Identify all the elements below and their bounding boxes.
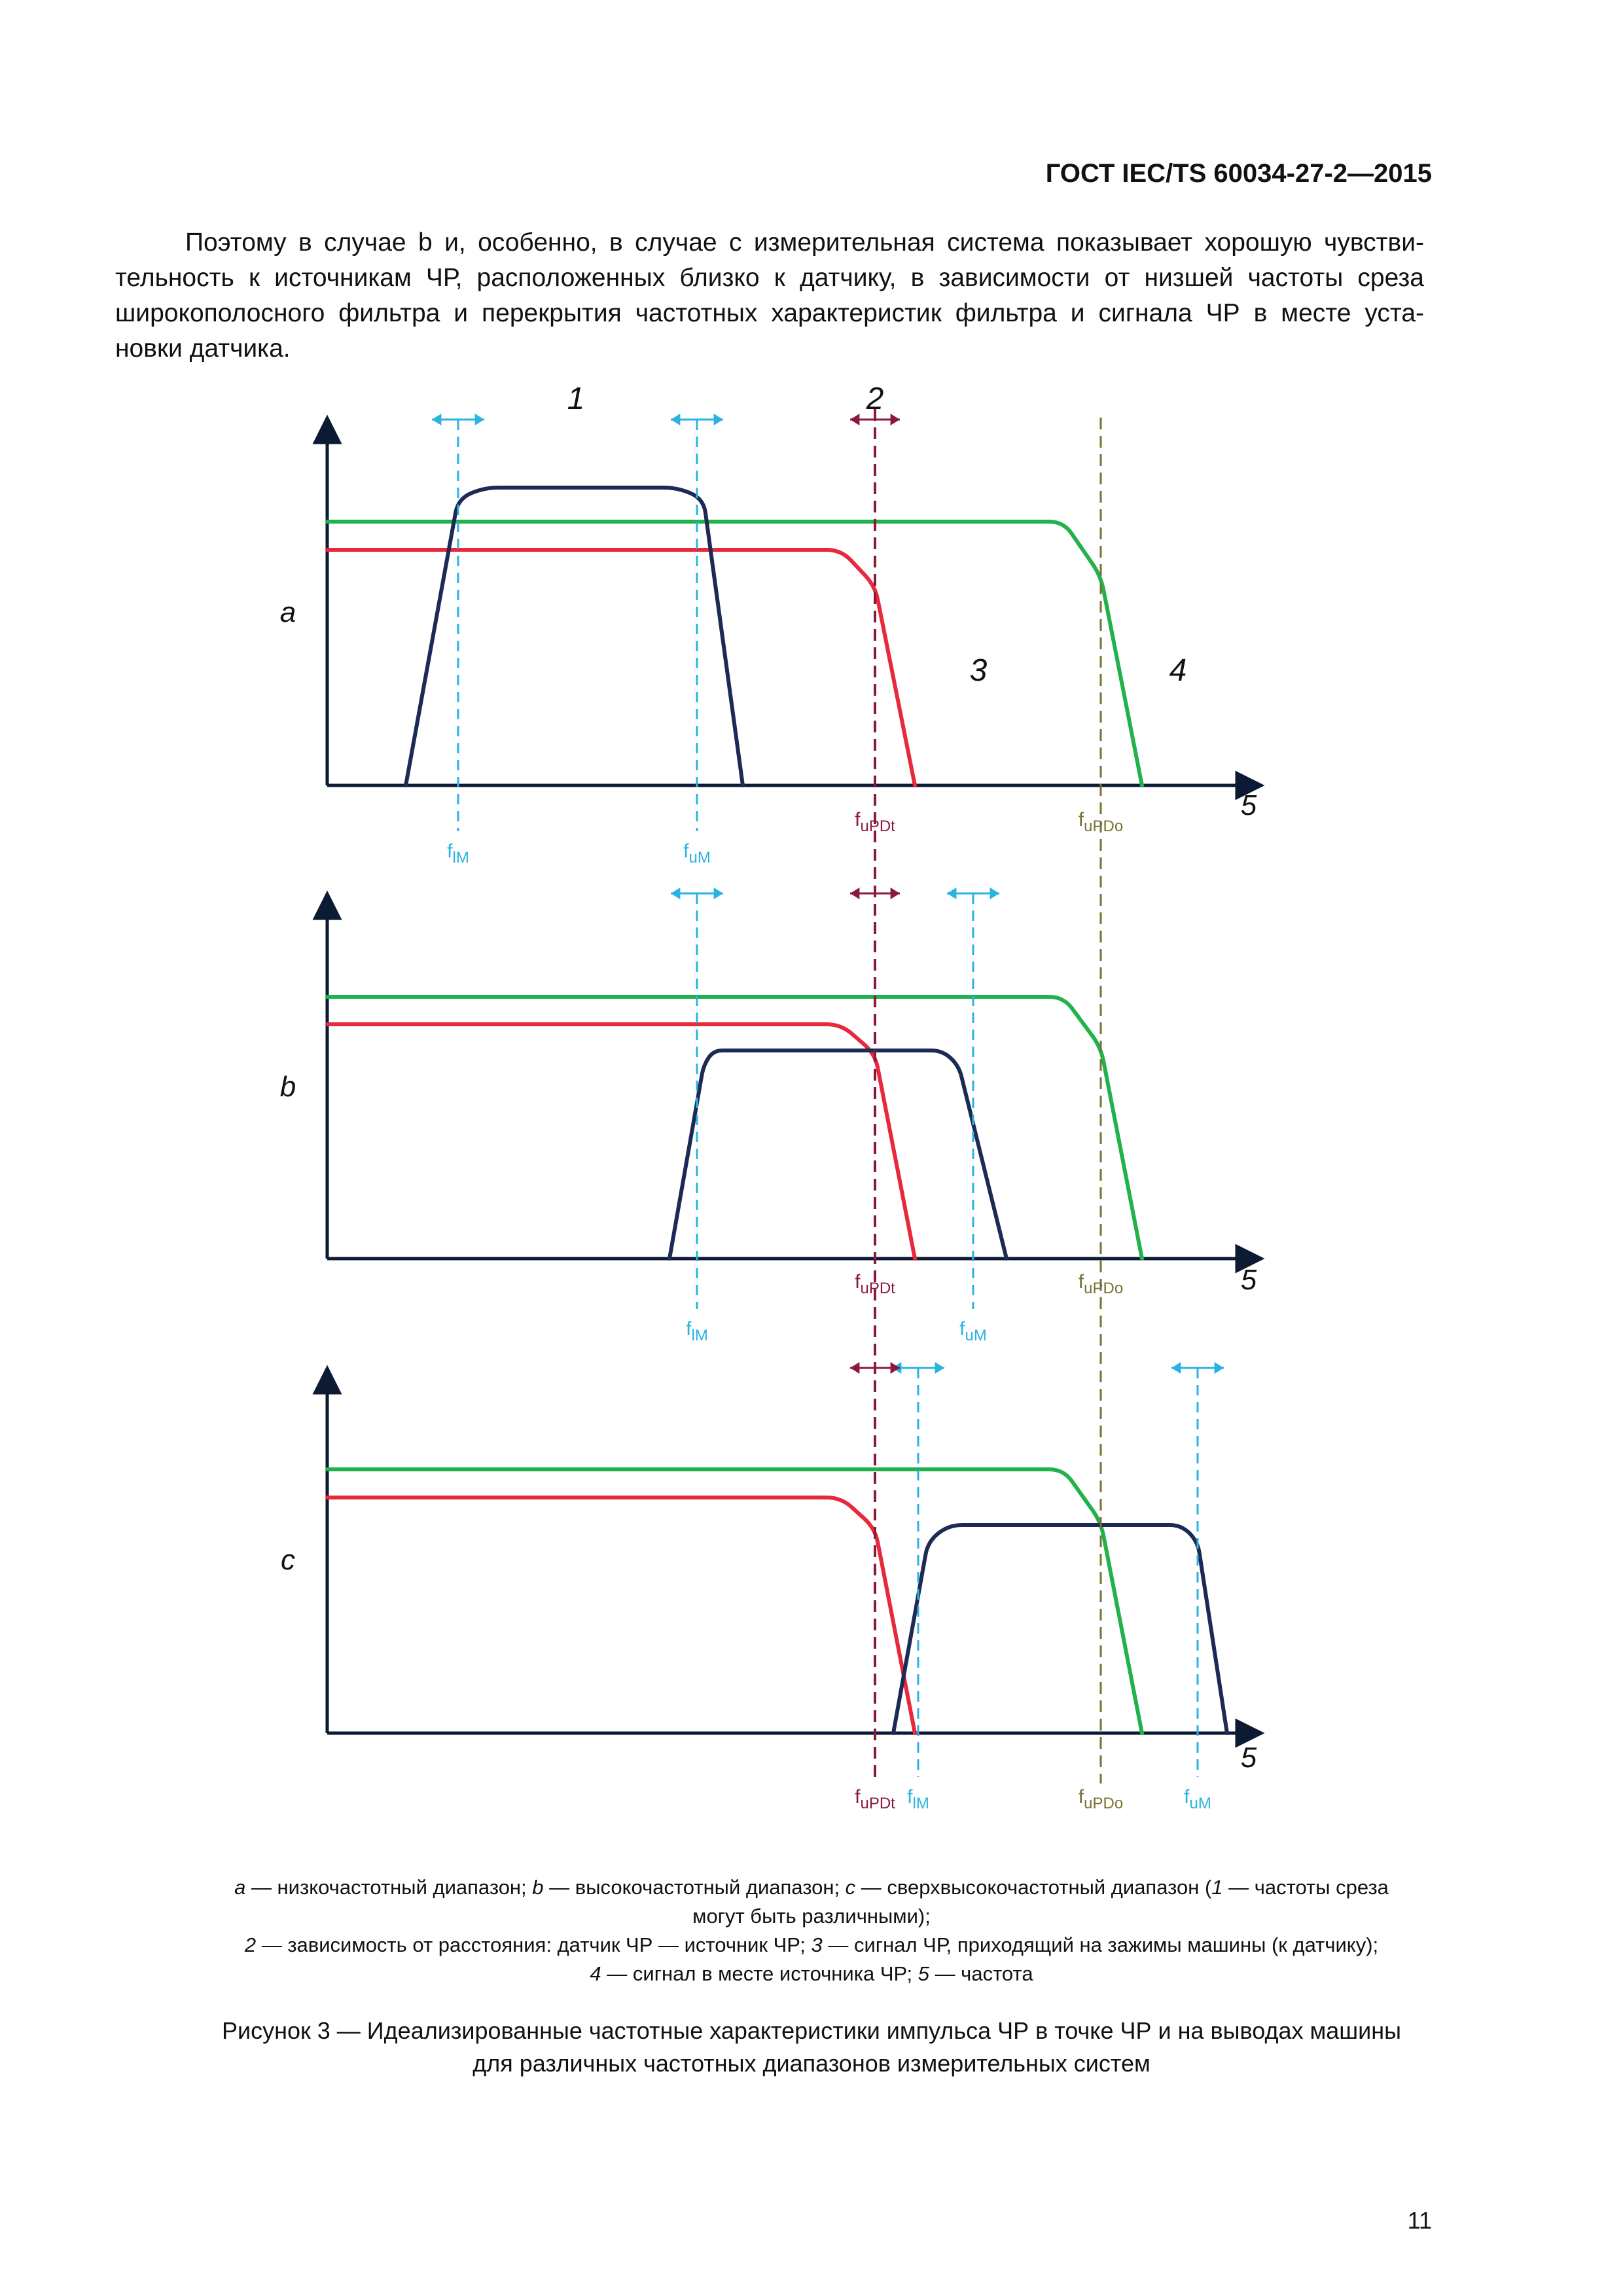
legend-b-label: b	[532, 1876, 544, 1899]
figure-caption	[118, 2015, 1505, 2080]
legend-1-label: 1	[1211, 1876, 1223, 1899]
panel-c-label: c	[281, 1544, 295, 1576]
panel-a-cutoff-uM_sub-arrow-left-head	[671, 414, 680, 425]
legend-1-text: — частоты среза	[1222, 1876, 1389, 1899]
panel-c-signal-4-curve	[327, 1469, 1142, 1733]
legend-3-label: 3	[811, 1933, 823, 1956]
panel-a-distance-arrow-right-head	[891, 414, 900, 425]
panel-a-label-fuPDt: $f_{uPDt}$	[855, 809, 895, 835]
legend-a-label: a	[234, 1876, 246, 1899]
panel-a-filter-1-curve	[406, 488, 743, 785]
panel-a-signal-3-curve	[327, 550, 915, 785]
panel-b-distance-arrow-right-head	[891, 888, 900, 899]
legend-line-4	[118, 1960, 1505, 1988]
figure-legend	[118, 1873, 1505, 1988]
panel-a-callout-5: 5	[1240, 789, 1257, 821]
caption-line-2: для различных частотных диапазонов измерительных систем	[473, 2050, 1150, 2077]
panel-a-distance-arrow-left-head	[850, 414, 859, 425]
panel-b-signal-4-curve	[327, 997, 1142, 1259]
legend-2-text: — зависимость от расстояния: датчик ЧР — источник ЧР;	[256, 1933, 812, 1956]
panel-a-cutoff-lM_sub-arrow-right-head	[475, 414, 484, 425]
panel-b-label: b	[279, 1071, 296, 1103]
callout-2: 2	[866, 382, 884, 416]
panel-a-label: a	[279, 596, 296, 628]
panel-c-distance-arrow-left-head	[850, 1362, 859, 1374]
paragraph-line: тельность к источникам ЧР, расположенных близко к датчику, в зависимости от низшей частоты среза	[115, 264, 1424, 292]
panel-b-label-flM_sub: $f_{lM}$	[686, 1318, 708, 1344]
panel-c-label-flM_sub: $f_{lM}$	[907, 1786, 929, 1812]
paragraph-line: широкополосного фильтра и перекрытия частотных характеристик фильтра и сигнала ЧР в месте уста-	[115, 299, 1424, 327]
legend-4-label: 4	[590, 1962, 601, 1985]
panel-c-label-fuM_sub: $f_{uM}$	[1184, 1786, 1211, 1812]
legend-5-text: — частота	[929, 1962, 1033, 1985]
panel-b-cutoff-uM_sub-arrow-left-head	[947, 888, 956, 899]
panel-c-label-fuPDt: $f_{uPDt}$	[855, 1786, 895, 1812]
panel-b-label-fuPDt: $f_{uPDt}$	[855, 1271, 895, 1297]
panel-c-cutoff-lM_sub-arrow-right-head	[935, 1362, 944, 1374]
legend-a-text: — низкочастотный диапазон;	[245, 1876, 533, 1899]
caption-line-1: Рисунок 3 — Идеализированные частотные характеристики импульса ЧР в точке ЧР и на выводах машины	[221, 2017, 1402, 2044]
legend-4-text: — сигнал в месте источника ЧР;	[601, 1962, 918, 1985]
panel-c-callout-5: 5	[1240, 1742, 1257, 1774]
panel-b-label-fuPDo: $f_{uPDo}$	[1078, 1271, 1124, 1297]
panel-b-cutoff-lM_sub-arrow-left-head	[671, 888, 680, 899]
panel-a-label-fuPDo: $f_{uPDo}$	[1078, 809, 1124, 835]
panel-c-distance-arrow-right-head	[891, 1362, 900, 1374]
legend-c-label: c	[845, 1876, 856, 1899]
legend-c-text: — сверхвысокочастотный диапазон (	[855, 1876, 1212, 1899]
paragraph-line: Поэтому в случае b и, особенно, в случае с измерительная система показывает хорошую чувстви-	[185, 228, 1424, 257]
callout-4: 4	[1169, 653, 1187, 688]
panel-c-label-fuPDo: $f_{uPDo}$	[1078, 1786, 1124, 1812]
panel-b-signal-3-curve	[327, 1024, 915, 1259]
legend-line-3	[118, 1931, 1505, 1960]
legend-b-text: — высокочастотный диапазон;	[543, 1876, 846, 1899]
legend-2-label: 2	[244, 1933, 257, 1956]
callout-1: 1	[567, 382, 585, 416]
legend-3-text: — сигнал ЧР, приходящий на зажимы машины (к датчику);	[822, 1933, 1379, 1956]
panel-b-label-fuM_sub: $f_{uM}$	[959, 1318, 987, 1344]
panel-c-cutoff-uM_sub-arrow-right-head	[1215, 1362, 1224, 1374]
panel-b-filter-1-curve	[669, 1050, 1007, 1259]
panel-b-callout-5: 5	[1240, 1264, 1257, 1296]
panel-a-cutoff-uM_sub-arrow-right-head	[714, 414, 723, 425]
panel-c-signal-3-curve	[327, 1498, 915, 1733]
panel-a-label-flM_sub: $f_{lM}$	[447, 840, 469, 867]
panel-c-filter-1-curve	[893, 1525, 1227, 1733]
page-number: 11	[1407, 2207, 1432, 2234]
legend-line-1	[118, 1873, 1505, 1902]
panel-b-cutoff-uM_sub-arrow-right-head	[990, 888, 999, 899]
panel-b-cutoff-lM_sub-arrow-right-head	[714, 888, 723, 899]
panel-a-label-fuM_sub: $f_{uM}$	[683, 840, 711, 867]
panel-a-cutoff-lM_sub-arrow-left-head	[432, 414, 441, 425]
document-header: ГОСТ IEC/TS 60034-27-2—2015	[1045, 159, 1432, 188]
paragraph-line: новки датчика.	[115, 334, 291, 363]
callout-3: 3	[969, 653, 988, 688]
legend-line-2: могут быть различными);	[692, 1905, 931, 1928]
legend-5-label: 5	[918, 1962, 929, 1985]
panel-a-signal-4-curve	[327, 522, 1142, 785]
panel-b-distance-arrow-left-head	[850, 888, 859, 899]
panel-c-cutoff-uM_sub-arrow-left-head	[1171, 1362, 1181, 1374]
